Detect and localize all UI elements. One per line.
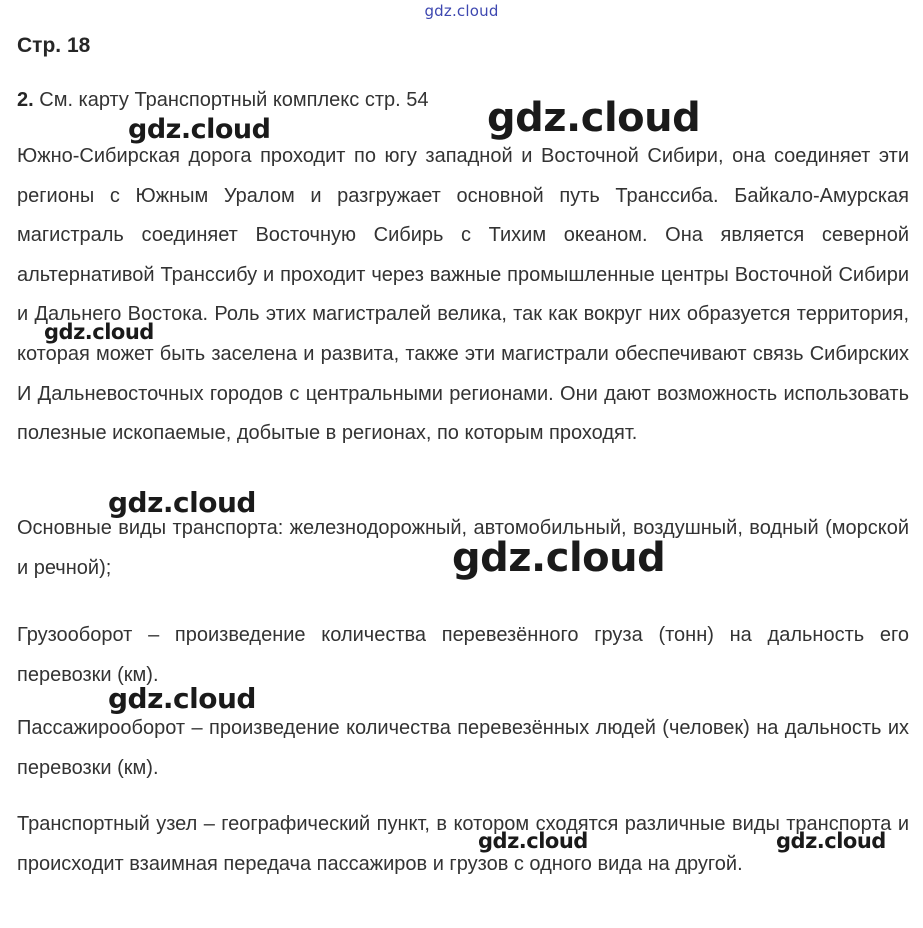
watermark: gdz.cloud [44,320,154,344]
watermark: gdz.cloud [128,114,271,145]
top-watermark: gdz.cloud [424,2,499,20]
watermark: gdz.cloud [478,829,588,853]
watermark: gdz.cloud [452,535,666,581]
page-title: Стр. 18 [17,34,91,57]
watermark: gdz.cloud [108,486,256,519]
paragraph-freight-turnover: Грузооборот – произведение количества перевезённого груза (тонн) на дальность его перевозки (км). [17,624,909,686]
paragraph-transport-hub: Транспортный узел – географический пункт, в котором сходятся различные виды транспорта и происходит взаимная передача пассажиров и грузов с одного вида на другой. [17,813,909,875]
task-number: 2. [17,89,34,111]
task-text: См. карту Транспортный комплекс стр. 54 [33,89,429,111]
task-heading [17,89,428,112]
watermark: gdz.cloud [108,682,256,715]
watermark: gdz.cloud [487,95,701,141]
paragraph-transport-types: Основные виды транспорта: железнодорожный, автомобильный, воздушный, водный (морской и речной); [17,517,909,579]
paragraph-passenger-turnover: Пассажирооборот – произведение количества перевезённых людей (человек) на дальность их перевозки (км). [17,717,909,779]
watermark: gdz.cloud [776,829,886,853]
paragraph-railways: Южно-Сибирская дорога проходит по югу западной и Восточной Сибири, она соединяет эти регионы с Южным Уралом и разгружает основной путь Транссиба. Байкало-Амурская магистраль соединяет Восточную Сибирь с Тихим океаном. Она является северной альтернативой Транссибу и проходит через важные промышленные центры Восточной Сибири и Дальнего Востока. Роль этих магистралей велика, так как вокруг них образуется территория, которая может быть заселена и развита, также эти магистрали обеспечивают связь Сибирских И Дальневосточных городов с центральными регионами. Они дают возможность использовать полезные ископаемые, добытые в регионах, по которым проходят. [17,145,909,445]
